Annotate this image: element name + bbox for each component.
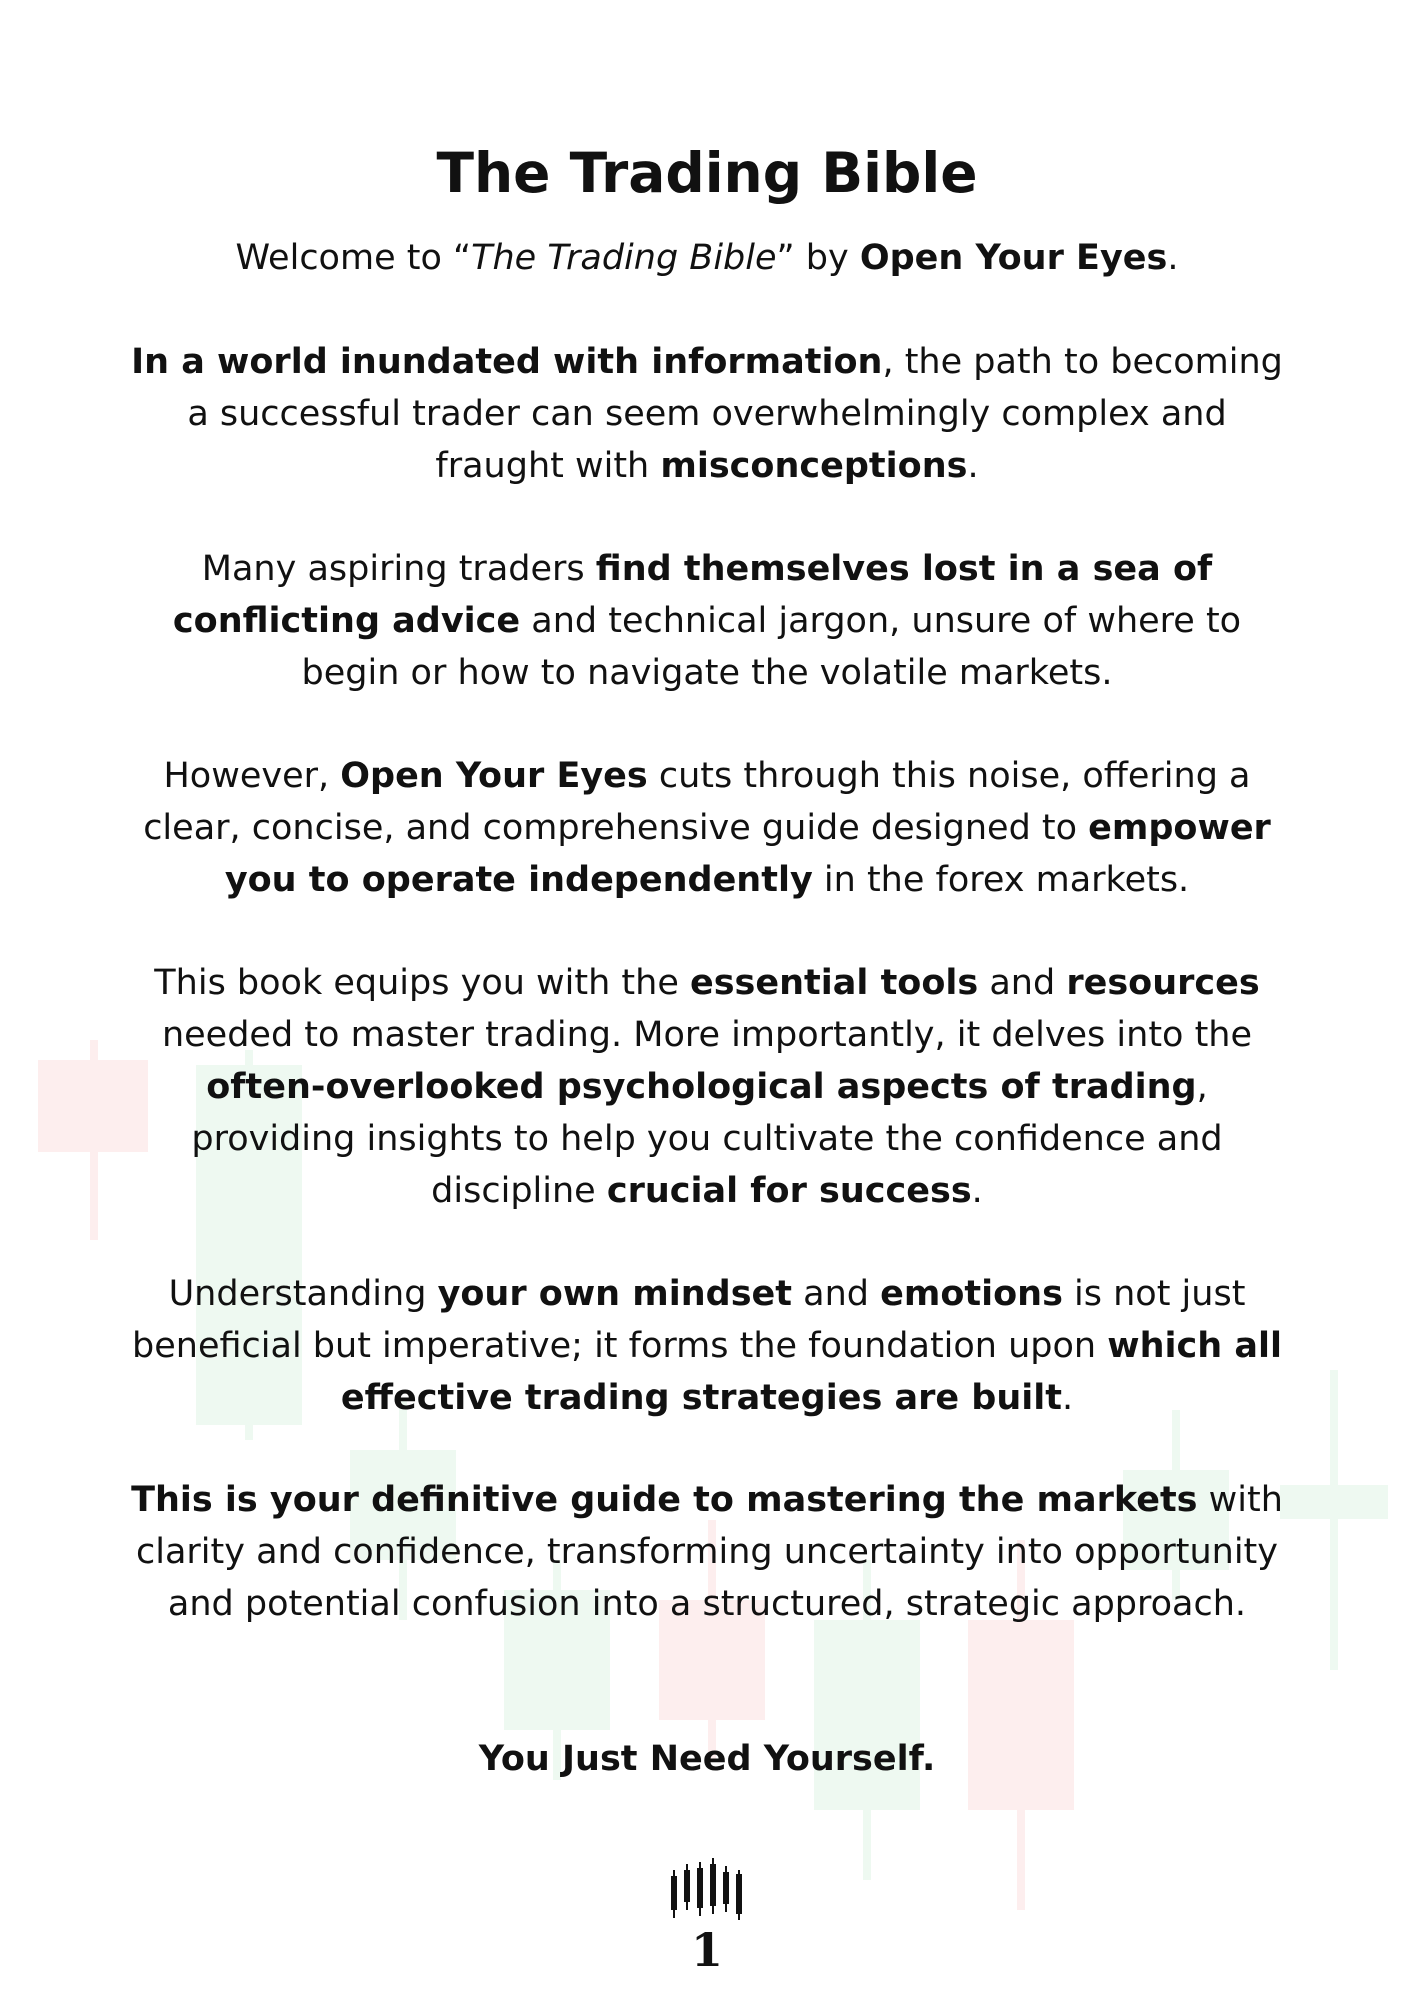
welcome-paragraph bbox=[120, 232, 1294, 284]
emphasis-text: often-overlooked psychological aspects of trading bbox=[206, 1067, 1197, 1107]
closing-line: You Just Need Yourself. bbox=[478, 1739, 936, 1779]
book-equips-paragraph bbox=[120, 957, 1294, 1217]
aspiring-traders-paragraph bbox=[120, 543, 1294, 699]
emphasis-text: emotions bbox=[880, 1274, 1063, 1314]
text-fragment: , providing insights to help you cultivate the confidence and discipline bbox=[191, 1067, 1223, 1211]
text-fragment: cuts through this noise, offering a clear, concise, and comprehensive guide designed to bbox=[143, 756, 1251, 848]
emphasis-text: empower you to operate independently bbox=[224, 808, 1271, 900]
definitive-guide-paragraph bbox=[120, 1474, 1294, 1630]
emphasis-text: find themselves lost in a sea of conflicting advice bbox=[172, 549, 1213, 641]
mindset-paragraph bbox=[120, 1268, 1294, 1424]
text-fragment: Welcome to “ bbox=[235, 238, 472, 278]
text-fragment: Understanding bbox=[168, 1274, 438, 1314]
emphasis-text: resources bbox=[1066, 963, 1260, 1003]
text-fragment: This book equips you with the bbox=[154, 963, 690, 1003]
however-paragraph bbox=[120, 750, 1294, 906]
text-fragment: with clarity and confidence, transforming uncertainty into opportunity and potential confusion into a structured, strategic approach. bbox=[136, 1480, 1283, 1624]
emphasis-text: Open Your Eyes bbox=[340, 756, 648, 796]
emphasis-text: In a world inundated with information bbox=[131, 342, 883, 382]
text-fragment: is not just beneficial but imperative; it forms the foundation upon bbox=[132, 1274, 1246, 1366]
emphasis-text: essential tools bbox=[689, 963, 979, 1003]
text-fragment: ” by bbox=[776, 238, 860, 278]
text-fragment: needed to master trading. More importantly, it delves into the bbox=[161, 1015, 1253, 1055]
text-fragment: and bbox=[978, 963, 1067, 1003]
intro-paragraph bbox=[120, 336, 1294, 492]
text-fragment: . bbox=[967, 446, 979, 486]
text-fragment: . bbox=[1167, 238, 1179, 278]
emphasis-text: This is your definitive guide to mastering the markets bbox=[131, 1480, 1198, 1520]
text-fragment: in the forex markets. bbox=[812, 860, 1190, 900]
page-number: 1 bbox=[690, 1923, 723, 1977]
author-name: Open Your Eyes bbox=[859, 238, 1168, 278]
text-fragment: . bbox=[971, 1171, 983, 1211]
emphasis-text: crucial for success bbox=[606, 1171, 972, 1211]
emphasis-text: your own mindset bbox=[437, 1274, 793, 1314]
emphasis-text: misconceptions bbox=[660, 446, 968, 486]
candlestick-logo-icon bbox=[668, 1858, 746, 1922]
text-fragment: and bbox=[792, 1274, 881, 1314]
text-fragment: , the path to becoming a successful trader can seem overwhelmingly complex and fraught with bbox=[187, 342, 1283, 486]
emphasis-text: which all effective trading strategies are built bbox=[340, 1326, 1282, 1418]
text-fragment: . bbox=[1061, 1378, 1074, 1418]
text-fragment: and technical jargon, unsure of where to begin or how to navigate the volatile markets. bbox=[301, 601, 1242, 693]
text-fragment: Many aspiring traders bbox=[201, 549, 596, 589]
book-title-text: The Trading Bible bbox=[471, 238, 777, 278]
page-title: The Trading Bible bbox=[436, 141, 978, 205]
text-fragment: However, bbox=[163, 756, 341, 796]
